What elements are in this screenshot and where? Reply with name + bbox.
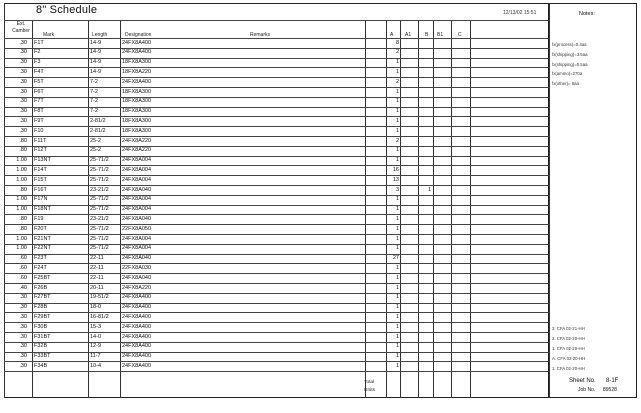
column-divider	[549, 3, 550, 398]
row-rule	[4, 244, 549, 245]
row-rule	[4, 224, 549, 225]
revision-line: 2. CFA 02-20-HH	[552, 336, 585, 341]
length-cell: 16-81/2	[90, 314, 109, 320]
mark-cell: F4T	[34, 69, 44, 75]
mark-cell: F25BT	[34, 274, 51, 281]
length-cell: 19-51/2	[90, 294, 109, 301]
row-rule	[4, 146, 549, 147]
camber-cell: .80	[19, 225, 27, 232]
mark-cell: F23T	[34, 255, 47, 262]
qty-a-cell: 1	[395, 69, 399, 75]
length-header: Length	[92, 32, 108, 38]
camber-cell: .30	[19, 78, 27, 85]
qty-a-cell: 1	[395, 265, 399, 271]
camber-cell: .30	[19, 69, 27, 75]
row-rule	[4, 87, 549, 88]
mark-cell: F2	[34, 49, 41, 56]
length-cell: 14-9	[90, 49, 102, 56]
note-line: fx(other)= 8aa	[552, 81, 579, 87]
revision-line: 1. CFA 02-20-HH	[552, 366, 585, 371]
mark-cell: F29BT	[34, 314, 51, 320]
camber-cell: .30	[19, 88, 27, 95]
length-cell: 25-2	[90, 137, 102, 144]
camber-cell: .80	[19, 186, 27, 193]
column-divider	[4, 3, 5, 398]
notes-header: Notes:	[579, 11, 595, 17]
qty-a-cell: 8	[395, 39, 399, 46]
revision-line: A. CFA 02-20-HH	[552, 356, 586, 361]
length-cell: 23-21/2	[90, 186, 109, 193]
camber-cell: .30	[19, 323, 27, 330]
mark-cell: F27BT	[34, 294, 51, 301]
camber-cell: .60	[19, 255, 27, 262]
qty-a-cell: 1	[395, 304, 399, 311]
designation-cell: 24FX8A400	[122, 353, 152, 360]
length-cell: 15-3	[90, 323, 102, 330]
designation-cell: 24FX8A400	[122, 39, 152, 46]
designation-cell: 22FX8A030	[122, 265, 152, 271]
mark-cell: F12T	[34, 147, 47, 154]
qty-a-cell: 1	[395, 196, 399, 203]
row-rule	[4, 332, 549, 333]
designation-cell: 24FX8A400	[122, 323, 152, 330]
qty-a-cell: 2	[395, 78, 399, 85]
length-cell: 25-2	[90, 147, 102, 154]
a-header: A	[390, 32, 394, 38]
qty-a-cell: 16	[392, 167, 399, 173]
qty-a-cell: 2	[395, 137, 399, 144]
camber-cell: .30	[19, 108, 27, 115]
mark-cell: F5T	[34, 78, 44, 85]
camber-cell: .30	[19, 118, 27, 124]
qty-a-cell: 1	[395, 314, 399, 320]
revision-line: 3. CFA 02-21-HH	[552, 326, 585, 331]
row-rule	[4, 97, 549, 98]
row-rule	[4, 273, 549, 274]
designation-cell: 24FX8A400	[122, 343, 152, 350]
camber-cell: .30	[19, 98, 27, 105]
length-cell: 25-71/2	[90, 206, 109, 213]
schedule-frame	[4, 3, 549, 398]
mark-cell: F3	[34, 59, 41, 66]
designation-cell: 24FX8A004	[122, 245, 152, 252]
note-line: fx(shipping)=0.5aa	[552, 61, 588, 67]
length-cell: 25-71/2	[90, 235, 109, 242]
designation-cell: 24FX8A400	[122, 78, 152, 85]
designation-cell: 24FX8A004	[122, 176, 152, 183]
mark-cell: F34B	[34, 363, 48, 369]
header-rule	[4, 20, 549, 21]
qty-a-cell: 1	[395, 284, 399, 291]
row-rule	[4, 214, 549, 215]
row-rule	[4, 116, 549, 117]
b-header: B	[425, 32, 429, 38]
camber-cell: .30	[19, 49, 27, 56]
qty-a-cell: 1	[395, 147, 399, 154]
length-cell: 14-0	[90, 333, 102, 340]
mark-cell: F32B	[34, 343, 48, 350]
designation-cell: 18FX8A300	[122, 127, 152, 134]
camber-cell: .30	[19, 127, 27, 134]
designation-cell: 24FX8A040	[122, 216, 152, 222]
mark-cell: F8T	[34, 108, 44, 115]
row-rule	[4, 303, 549, 304]
camber-cell: 1.00	[16, 235, 27, 242]
length-cell: 7-2	[90, 108, 98, 115]
mark-cell: F16T	[34, 186, 47, 193]
camber-cell: 1.00	[16, 245, 27, 252]
row-rule	[4, 195, 549, 196]
designation-cell: 24FX8A004	[122, 206, 152, 213]
designation-cell: 24FX8A004	[122, 196, 152, 203]
qty-a-cell: 1	[395, 363, 399, 369]
length-cell: 11-7	[90, 353, 101, 360]
camber-cell: .30	[19, 353, 27, 360]
camber-cell: 1.00	[16, 157, 27, 164]
mark-cell: F20T	[34, 225, 47, 232]
designation-cell: 24FX8A004	[122, 167, 152, 173]
length-cell: 7-2	[90, 88, 98, 95]
mark-cell: F15T	[34, 176, 47, 183]
row-rule	[4, 342, 549, 343]
designation-cell: 24FX8A400	[122, 304, 152, 311]
row-rule	[4, 371, 549, 372]
mark-cell: F1T	[34, 39, 44, 46]
job-number-label: Job No.	[578, 387, 596, 393]
camber-cell: .30	[19, 294, 27, 301]
camber-cell: 1.00	[16, 167, 27, 173]
mark-cell: F11T	[34, 137, 47, 144]
length-cell: 25-71/2	[90, 157, 109, 164]
sheet-number-value: 8-1F	[606, 378, 619, 384]
mark-cell: F10	[34, 127, 44, 134]
mark-cell: F24T	[34, 265, 47, 271]
mark-cell: F6T	[34, 88, 44, 95]
remarks-header: Remarks	[250, 32, 271, 38]
length-cell: 7-2	[90, 98, 98, 105]
designation-cell: 24FX8A400	[122, 294, 152, 301]
camber-cell: .30	[19, 333, 27, 340]
qty-a-cell: 1	[395, 274, 399, 281]
designation-cell: 18FX8A300	[122, 118, 152, 124]
length-cell: 22-11	[90, 265, 104, 271]
qty-a-cell: 2	[395, 49, 399, 56]
qty-a-cell: 1	[395, 59, 399, 66]
mark-cell: F9T	[34, 118, 44, 124]
mark-cell: F28B	[34, 304, 48, 311]
mark-cell: F22NT	[34, 245, 51, 252]
camber-cell: .80	[19, 137, 27, 144]
designation-cell: 18FX8A220	[122, 69, 152, 75]
qty-a-cell: 1	[395, 98, 399, 105]
length-cell: 7-2	[90, 78, 98, 85]
mark-cell: F18NT	[34, 206, 51, 213]
designation-cell: 24FX8A040	[122, 274, 152, 281]
row-rule	[4, 205, 549, 206]
row-rule	[4, 312, 549, 313]
row-rule	[4, 175, 549, 176]
page-title: 8" Schedule	[36, 4, 98, 16]
designation-cell: 24FX8A220	[122, 137, 152, 144]
length-cell: 14-9	[90, 39, 102, 46]
qty-a-cell: 27	[392, 255, 399, 262]
length-cell: 25-71/2	[90, 245, 109, 252]
length-cell: 2-81/2	[90, 127, 106, 134]
designation-cell: 24FX8A004	[122, 157, 152, 164]
qty-a-cell: 1	[395, 108, 399, 115]
qty-a-cell: 1	[395, 245, 399, 252]
row-rule	[4, 283, 549, 284]
row-rule	[4, 352, 549, 353]
length-cell: 23-21/2	[90, 216, 109, 222]
sheet-number-label: Sheet No.	[569, 378, 596, 384]
camber-cell: .60	[19, 265, 27, 271]
qty-a-cell: 1	[395, 323, 399, 330]
row-rule	[4, 67, 549, 68]
designation-cell: 22FX8A050	[122, 225, 152, 232]
qty-a1-cell: 1	[427, 186, 431, 193]
row-rule	[4, 107, 549, 108]
c-header: C	[458, 32, 462, 38]
qty-a-cell: 1	[395, 206, 399, 213]
designation-cell: 24FX8A040	[122, 255, 152, 262]
designation-header: Designation	[125, 32, 152, 38]
qty-a-cell: 1	[395, 235, 399, 242]
length-cell: 25-71/2	[90, 167, 109, 173]
row-rule	[4, 293, 549, 294]
mark-cell: F30B	[34, 323, 48, 330]
length-cell: 14-9	[90, 59, 102, 66]
mark-cell: F21NT	[34, 235, 51, 242]
mark-cell: F26B	[34, 284, 48, 291]
designation-cell: 24FX8A400	[122, 314, 152, 320]
row-rule	[4, 77, 549, 78]
designation-cell: 24FX8A220	[122, 147, 152, 154]
camber-cell: 1.00	[16, 176, 27, 183]
qty-a-cell: 1	[395, 216, 399, 222]
designation-cell: 18FX8A300	[122, 59, 152, 66]
qty-a-cell: 1	[395, 88, 399, 95]
row-rule	[4, 234, 549, 235]
designation-cell: 18FX8A300	[122, 98, 152, 105]
print-date: 12/13/02 15:51	[503, 10, 537, 16]
job-number-value: 89528	[603, 387, 617, 393]
row-rule	[4, 58, 549, 59]
row-rule	[4, 322, 549, 323]
qty-a-cell: 1	[395, 294, 399, 301]
length-cell: 25-71/2	[90, 176, 109, 183]
qty-a-cell: 13	[392, 176, 399, 183]
note-line: fx(process)=0.4aa	[552, 42, 587, 47]
row-rule	[4, 38, 549, 39]
camber-cell: .30	[19, 59, 27, 66]
designation-cell: 18FX8A300	[122, 108, 152, 115]
camber-cell: .80	[19, 147, 27, 154]
designation-cell: 24FX8A400	[122, 49, 152, 56]
designation-cell: 18FX8A300	[122, 88, 152, 95]
mark-cell: F17N	[34, 196, 48, 203]
camber-cell: .30	[19, 343, 27, 350]
qty-a-cell: 1	[395, 118, 399, 124]
length-cell: 25-71/2	[90, 196, 109, 203]
qty-a-cell: 1	[395, 157, 399, 164]
designation-cell: 24FX8A220	[122, 284, 152, 291]
designation-cell: 24FX8A400	[122, 363, 152, 369]
mark-cell: F33BT	[34, 353, 51, 360]
designation-cell: 24FX8A400	[122, 333, 152, 340]
mark-cell: F31BT	[34, 333, 51, 340]
row-rule	[4, 126, 549, 127]
length-cell: 14-9	[90, 69, 102, 75]
designation-cell: 24FX8A004	[122, 235, 152, 242]
qty-a-cell: 1	[395, 127, 399, 134]
camber-cell: 1.00	[16, 196, 27, 203]
row-rule	[4, 165, 549, 166]
note-line: fx(shipping)=3.5aa	[552, 51, 588, 57]
camber-cell: .30	[19, 363, 27, 369]
length-cell: 22-11	[90, 274, 104, 281]
qty-a-cell: 1	[395, 225, 399, 232]
mark-cell: F14T	[34, 167, 47, 173]
row-rule	[4, 263, 549, 264]
camber-cell: .40	[19, 284, 27, 291]
length-cell: 25-71/2	[90, 225, 109, 232]
row-rule	[4, 254, 549, 255]
length-cell: 10-4	[90, 363, 102, 369]
qty-a-cell: 3	[395, 186, 399, 193]
mark-header: Mark	[43, 32, 55, 38]
mark-cell: F19	[34, 216, 44, 222]
b1-header: B1	[437, 32, 444, 38]
row-rule	[4, 48, 549, 49]
camber-cell: .80	[19, 216, 27, 222]
length-cell: 2-81/2	[90, 118, 106, 124]
length-cell: 22-11	[90, 255, 104, 262]
mark-cell: F7T	[34, 98, 44, 105]
qty-a-cell: 1	[395, 333, 399, 340]
note-line: fx(ammo)=270a	[552, 71, 583, 77]
row-rule	[4, 136, 549, 137]
camber-cell: .30	[19, 304, 27, 311]
units-label: Units	[364, 388, 375, 393]
revision-line: 1. CFA 02-20-HH	[552, 346, 585, 351]
qty-a-cell: 1	[395, 353, 399, 360]
length-cell: 20-11	[90, 284, 104, 291]
row-rule	[4, 185, 549, 186]
row-rule	[4, 156, 549, 157]
camber-cell: 1.00	[16, 206, 27, 213]
length-cell: 12-9	[90, 343, 102, 350]
qty-a-cell: 1	[395, 343, 399, 350]
ext-camber-header: Ext. Camber	[12, 21, 30, 34]
row-rule	[4, 361, 549, 362]
total-label: Total	[364, 380, 375, 385]
camber-cell: .30	[19, 39, 27, 46]
length-cell: 18-0	[90, 304, 102, 311]
camber-cell: .30	[19, 314, 27, 320]
mark-cell: F13NT	[34, 157, 51, 164]
a1-header: A1	[405, 32, 412, 38]
camber-cell: .60	[19, 274, 27, 281]
designation-cell: 24FX8A040	[122, 186, 152, 193]
